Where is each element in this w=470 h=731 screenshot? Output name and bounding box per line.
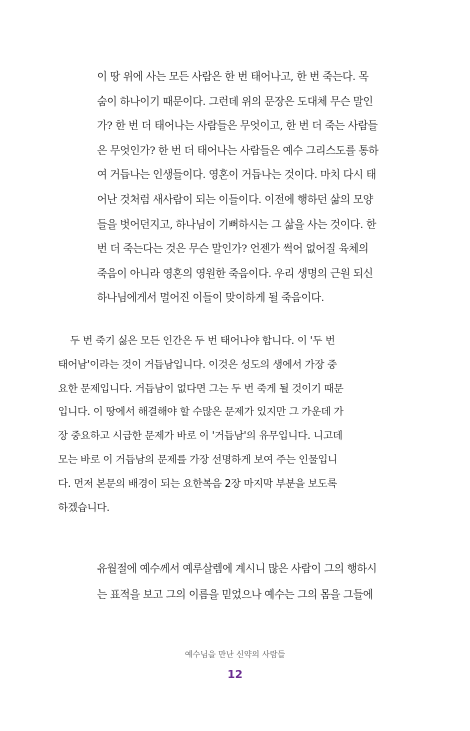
paragraph-line: 태어남'이라는 것이 거듭남입니다. 이것은 성도의 생에서 가장 중 <box>58 358 337 371</box>
paragraph-line: 다. 먼저 본문의 배경이 되는 요한복음 2장 마지막 부분을 보도록 <box>58 477 337 490</box>
quote-line: 숨이 하나이기 때문이다. 그런데 위의 문장은 도대체 무슨 말인 <box>97 95 373 108</box>
quote-line: 죽음이 아니라 영혼의 영원한 죽음이다. 우리 생명의 근원 되신 <box>97 267 373 280</box>
quote-line: 하나님에게서 멀어진 이들이 맞이하게 될 죽음이다. <box>97 292 325 305</box>
paragraph-line: 요한 문제입니다. 거듭남이 없다면 그는 두 번 죽게 될 것이기 때문 <box>58 382 344 395</box>
paragraph-line: 장 중요하고 시급한 문제가 바로 이 '거듭남'의 유무입니다. 니고데 <box>58 430 343 443</box>
paragraph-line: 하겠습니다. <box>58 501 110 514</box>
scripture-quote <box>97 556 397 608</box>
quote-line: 이 땅 위에 사는 모든 사람은 한 번 태어나고, 한 번 죽는다. 목 <box>97 71 369 83</box>
body-paragraph <box>58 330 410 520</box>
quote-line: 가? 한 번 더 태어나는 사람들은 무엇이고, 한 번 더 죽는 사람들 <box>97 120 378 133</box>
quote-line: 은 무엇인가? 한 번 더 태어나는 사람들은 예수 그리스도를 통하 <box>97 144 379 157</box>
running-footer-title: 예수님을 만난 신약의 사람들 <box>184 650 286 659</box>
paragraph-line: 입니다. 이 땅에서 해결해야 할 수많은 문제가 있지만 그 가운데 가 <box>58 406 344 419</box>
quote-block <box>97 65 389 311</box>
quote-line: 들을 벗어던지고, 하나님이 기뻐하시는 그 삶을 사는 것이다. 한 <box>97 218 377 231</box>
paragraph-line: 두 번 죽기 싫은 모든 인간은 두 번 태어나야 합니다. 이 '두 번 <box>70 335 335 347</box>
scripture-line: 는 표적을 보고 그의 이름을 믿었으나 예수는 그의 몸을 그들에 <box>97 589 373 601</box>
scripture-line: 유월절에 예수께서 예루살렘에 계시니 많은 사람이 그의 행하시 <box>97 563 377 575</box>
paragraph-line: 모는 바로 이 거듭남의 문제를 가장 선명하게 보여 주는 인물입니 <box>58 453 338 466</box>
quote-line: 어난 것처럼 새사람이 되는 이들이다. 이전에 행하던 삶의 모양 <box>97 193 373 206</box>
page-number: 12 <box>227 668 243 681</box>
quote-line: 번 더 죽는다는 것은 무슨 말인가? 언젠가 썩어 없어질 육체의 <box>97 243 369 256</box>
quote-line: 여 거듭나는 인생들이다. 영혼이 거듭나는 것이다. 마치 다시 태 <box>97 169 377 182</box>
